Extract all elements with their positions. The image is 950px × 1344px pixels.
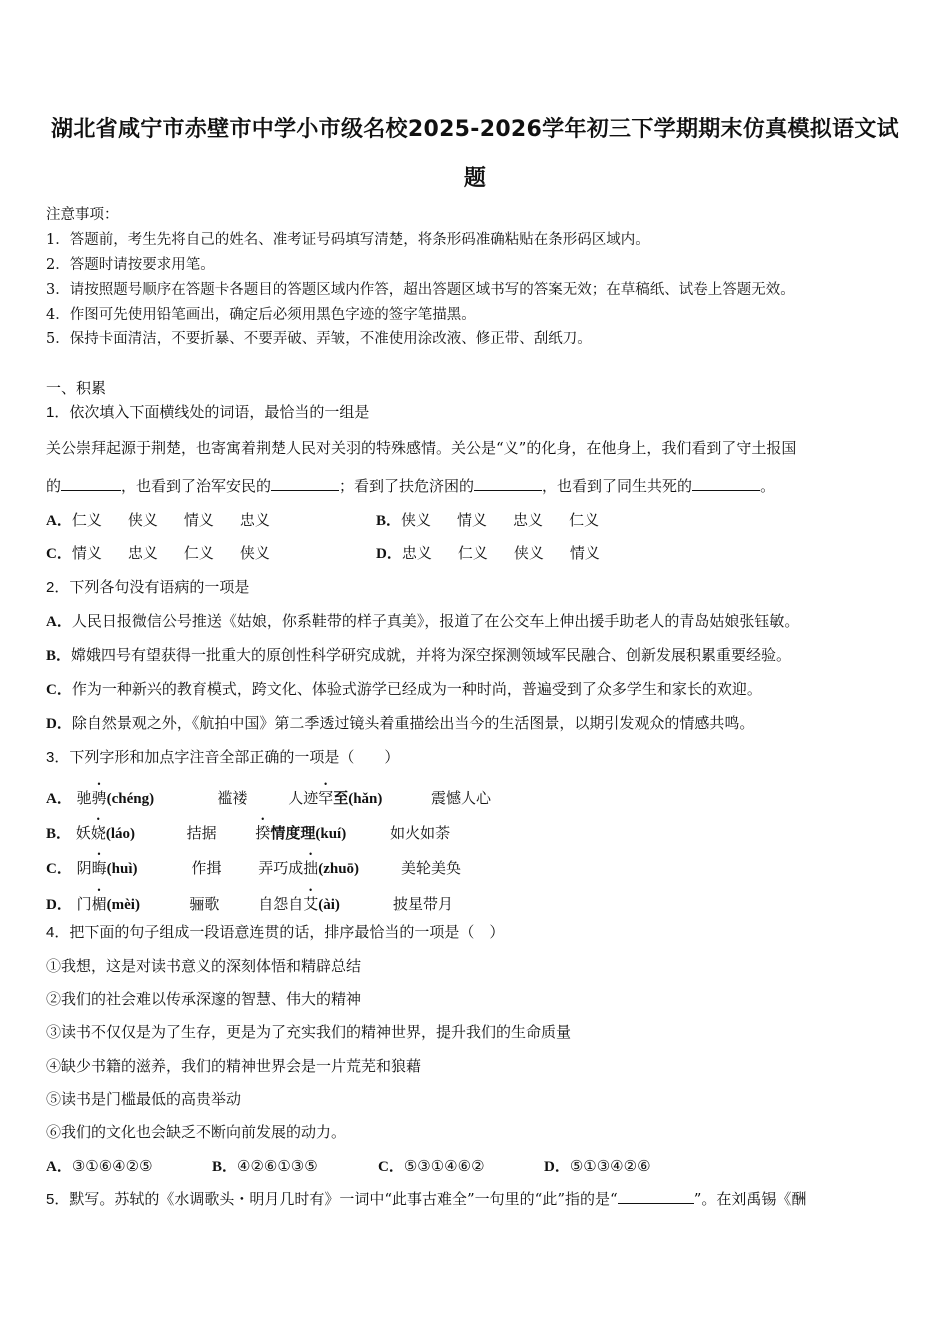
option-b[interactable]: B．④②⑥①③⑤ xyxy=(212,1157,318,1175)
page-title-line-2: 题 xyxy=(463,166,487,191)
answer-blank[interactable] xyxy=(474,476,542,491)
question-number: 1． xyxy=(46,404,70,421)
option-d[interactable]: D．忠义 仁义 侠义 情义 xyxy=(376,544,600,562)
option-d[interactable]: D．⑤①③④②⑥ xyxy=(544,1157,651,1175)
option-c[interactable]: C．情义 忠义 仁义 侠义 xyxy=(46,544,270,562)
option-c[interactable]: C．⑤③①④⑥② xyxy=(378,1157,485,1175)
option-c[interactable]: C． 阴晦(huì) 作揖 弄巧成拙(zhuō) 美轮美奂 xyxy=(46,859,461,877)
passage-text: 的 xyxy=(46,477,62,495)
passage-text: ，也看到了治军安民的 xyxy=(121,477,272,495)
answer-blank[interactable] xyxy=(692,476,760,491)
answer-blank[interactable] xyxy=(271,476,339,491)
sentence-item: ①我想，这是对读书意义的深刻体悟和精辟总结 xyxy=(46,957,362,975)
question-number: 2． xyxy=(46,579,70,596)
option-a[interactable]: A． 驰骋(chéng) 褴褛 人迹罕至(hǎn) 震憾人心 xyxy=(46,789,491,807)
answer-blank[interactable] xyxy=(61,476,121,491)
question-1-stem xyxy=(46,401,369,422)
option-a[interactable]: A．③①⑥④②⑤ xyxy=(46,1157,153,1175)
notes-item: 5．保持卡面清洁，不要折暴、不要弄破、弄皱，不准使用涂改液、修正带、刮纸刀。 xyxy=(46,331,592,347)
option-a[interactable]: A．人民日报微信公号推送《姑娘，你系鞋带的样子真美》，报道了在公交车上伸出援手助老人的青岛姑娘张钰敏。 xyxy=(46,612,800,630)
notes-item: 2．答题时请按要求用笔。 xyxy=(46,257,215,273)
question-3-stem xyxy=(46,746,399,767)
question-text: 下列字形和加点字注音全部正确的一项是（ ） xyxy=(69,748,400,766)
question-text: 下列各句没有语病的一项是 xyxy=(69,578,250,596)
question-1-passage: 关公崇拜起源于荆楚，也寄寓着荆楚人民对关羽的特殊感情。关公是“义”的化身，在他身上，我们看到了守土报国 xyxy=(46,439,797,457)
notes-item: 1．答题前，考生先将自己的姓名、准考证号码填写清楚，将条形码准确粘贴在条形码区域内。 xyxy=(46,232,650,248)
question-text: 默写。苏轼的《水调歌头・明月几时有》一词中“此事古难全”一句里的“此”指的是“ xyxy=(69,1190,618,1208)
passage-text: 。 xyxy=(760,477,776,495)
sentence-item: ⑤读书是门槛最低的高贵举动 xyxy=(46,1090,242,1108)
question-4-stem xyxy=(46,921,504,942)
notes-item: 3．请按照题号顺序在答题卡各题目的答题区域内作答，超出答题区域书写的答案无效；在草稿纸、试卷上答题无效。 xyxy=(46,282,795,298)
option-d[interactable]: D． 门楣(mèi) 骊歌 自怨自艾(ài) 披星带月 xyxy=(46,895,453,913)
question-1-passage-blanks xyxy=(46,475,775,496)
sentence-item: ⑥我们的文化也会缺乏不断向前发展的动力。 xyxy=(46,1123,347,1141)
sentence-item: ②我们的社会难以传承深邃的智慧、伟大的精神 xyxy=(46,990,362,1008)
question-number: 3． xyxy=(46,749,70,766)
question-4-options xyxy=(46,1155,651,1176)
notes-heading: 注意事项： xyxy=(46,207,119,223)
question-text: ”。在刘禹锡《酬 xyxy=(693,1190,807,1208)
question-1-options-row-2 xyxy=(46,542,626,563)
section-heading: 一、积累 xyxy=(46,379,107,397)
question-number: 5． xyxy=(46,1191,70,1208)
question-2-stem xyxy=(46,576,249,597)
question-5 xyxy=(46,1188,806,1209)
option-b[interactable]: B． 妖娆(láo) 拮据 揆情度理(kuí) 如火如荼 xyxy=(46,824,451,842)
question-number: 4． xyxy=(46,924,70,941)
sentence-item: ③读书不仅仅是为了生存，更是为了充实我们的精神世界，提升我们的生命质量 xyxy=(46,1023,572,1041)
sentence-item: ④缺少书籍的滋养，我们的精神世界会是一片荒芜和狼藉 xyxy=(46,1057,422,1075)
passage-text: ；看到了扶危济困的 xyxy=(339,477,475,495)
notes-item: 4．作图可先使用铅笔画出，确定后必须用黑色字迹的签字笔描黑。 xyxy=(46,307,476,323)
passage-text: ，也看到了同生共死的 xyxy=(542,477,693,495)
question-text: 依次填入下面横线处的词语，最恰当的一组是 xyxy=(69,403,370,421)
option-d[interactable]: D．除自然景观之外，《航拍中国》第二季透过镜头着重描绘出当今的生活图景，以期引发观众的情感共鸣。 xyxy=(46,714,755,732)
question-text: 把下面的句子组成一段语意连贯的话，排序最恰当的一项是（ ） xyxy=(69,923,505,941)
page-title-line-1: 湖北省咸宁市赤壁市中学小市级名校2025-2026学年初三下学期期末仿真模拟语文试 xyxy=(51,117,899,142)
option-b[interactable]: B．嫦娥四号有望获得一批重大的原创性科学研究成就，并将为深空探测领域军民融合、创新发展积累重要经验。 xyxy=(46,646,792,664)
question-1-options-row-1 xyxy=(46,509,625,530)
option-a[interactable]: A．仁义 侠义 情义 忠义 xyxy=(46,511,270,529)
option-c[interactable]: C．作为一种新兴的教育模式，跨文化、体验式游学已经成为一种时尚，普遍受到了众多学生和家长的欢迎。 xyxy=(46,680,762,698)
answer-blank[interactable] xyxy=(618,1189,694,1204)
option-b[interactable]: B．侠义 情义 忠义 仁义 xyxy=(376,511,600,529)
